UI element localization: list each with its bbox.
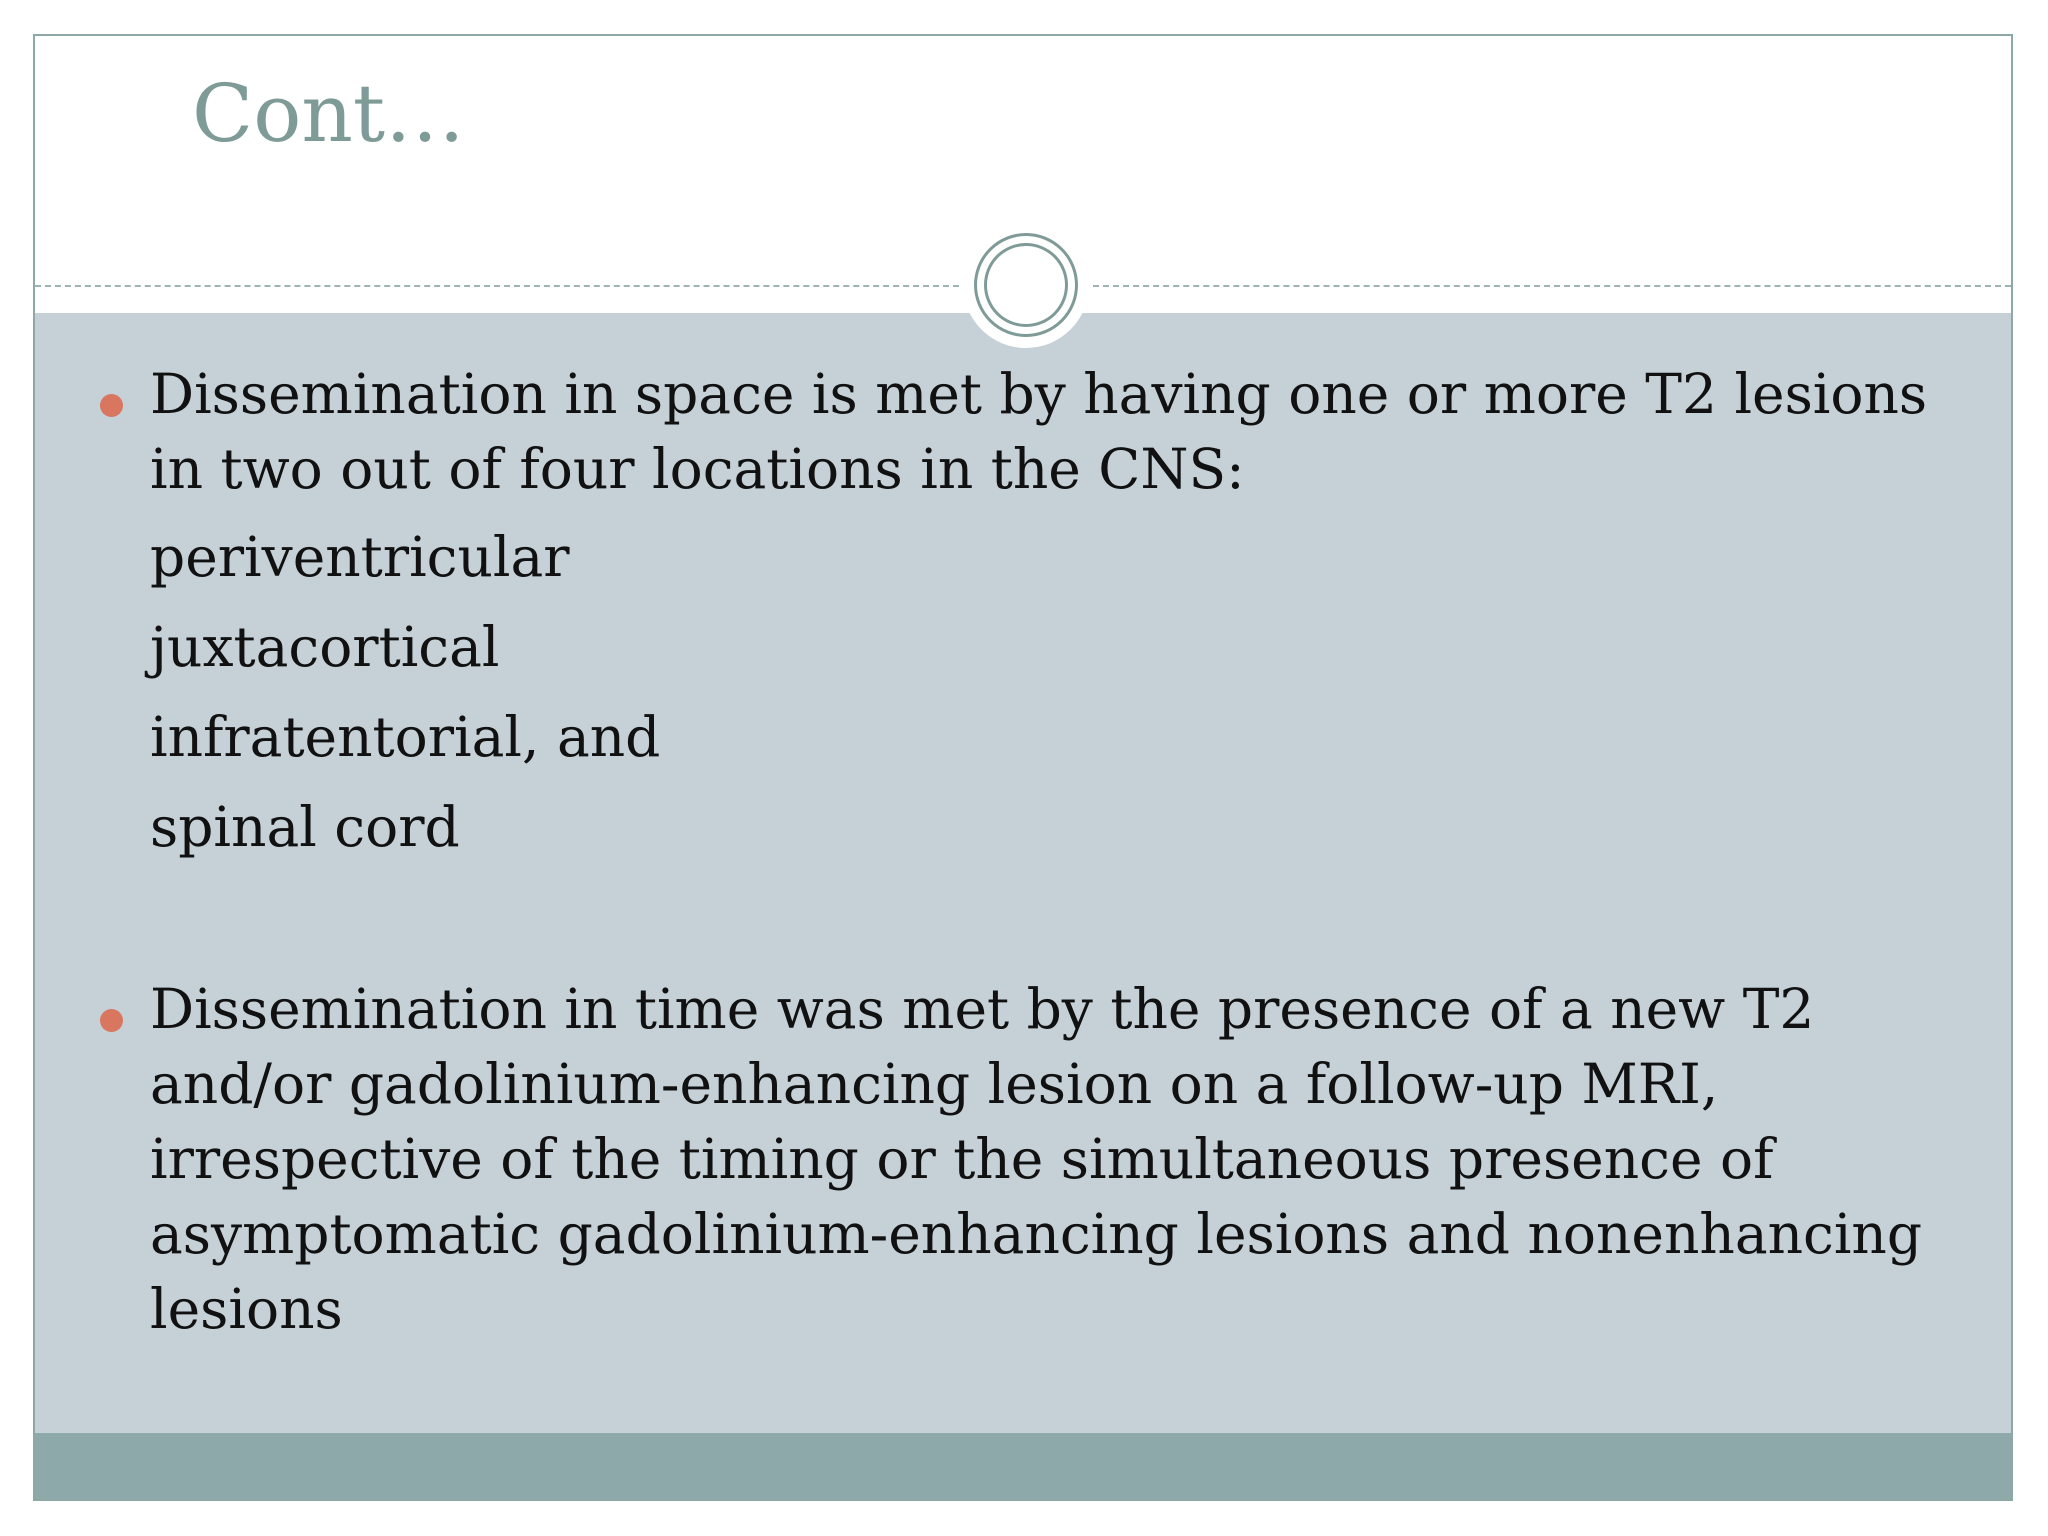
slide bbox=[33, 34, 2013, 1501]
header-divider-left bbox=[35, 285, 959, 287]
footer-band bbox=[35, 1433, 2011, 1499]
bullet-1-text: Dissemination in space is met by having one or more T2 lesions in two out of four locations in the CNS: bbox=[150, 362, 1928, 501]
bullet-2-text: Dissemination in time was met by the presence of a new T2 and/or gadolinium-enhancing lesion on a follow-up MRI, irrespective of the timing or the simultaneous presence of asymptomatic gadolinium-enhancing lesions and nonenhancing lesions bbox=[150, 977, 1923, 1341]
bullet-dot-1 bbox=[100, 394, 123, 417]
bullet-1-subline-3: infratentorial, and bbox=[150, 705, 661, 769]
slide-title: Cont… bbox=[192, 67, 466, 160]
bullet-1-subline-4: spinal cord bbox=[150, 795, 460, 859]
circle-ornament-inner bbox=[984, 243, 1068, 327]
circle-ornament-icon bbox=[974, 233, 1078, 337]
bullet-1-subline-1: periventricular bbox=[150, 525, 570, 589]
bullet-1-subline-2: juxtacortical bbox=[150, 615, 500, 679]
bullet-dot-2 bbox=[100, 1009, 123, 1032]
header-divider-right bbox=[1093, 285, 2011, 287]
